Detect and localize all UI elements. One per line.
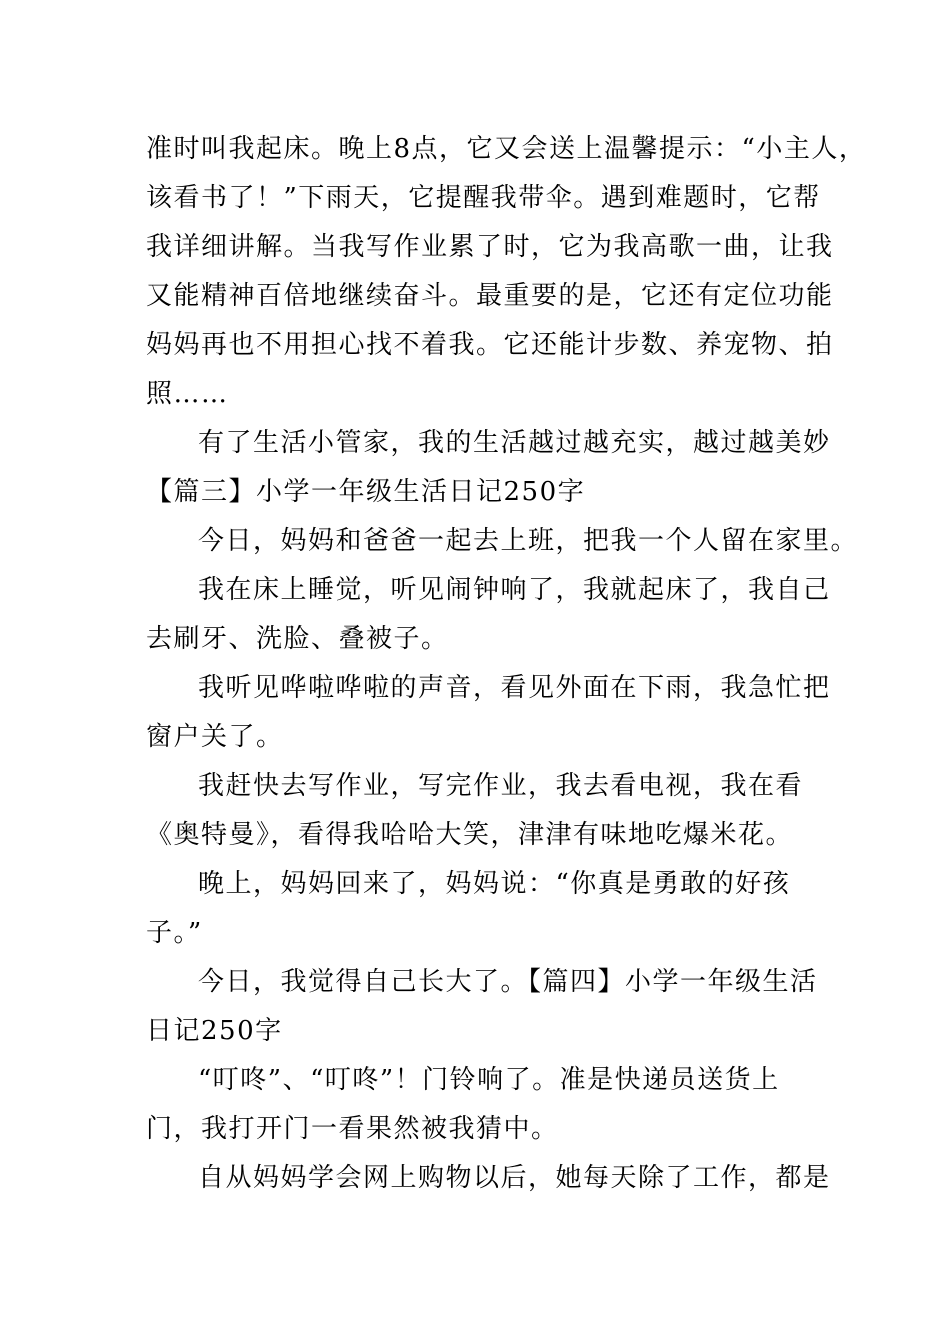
text-line: 我详细讲解。当我写作业累了时，它为我高歌一曲，让我	[146, 232, 834, 262]
text-line: 该看书了！”下雨天，它提醒我带伞。遇到难题时，它帮	[146, 183, 821, 213]
text-line: 去刷牙、洗脸、叠被子。	[146, 624, 449, 654]
text-line: 有了生活小管家，我的生活越过越充实，越过越美妙	[198, 428, 831, 458]
text-line: 妈妈再也不用担心找不着我。它还能计步数、养宠物、拍	[146, 330, 834, 360]
text-line: 门，我打开门一看果然被我猜中。	[146, 1114, 559, 1144]
text-line: 子。”	[146, 918, 203, 948]
text-line: 日记250字	[146, 1016, 283, 1046]
text-line: 我在床上睡觉，听见闹钟响了，我就起床了，我自己	[198, 575, 831, 605]
text-line: 我听见哗啦哗啦的声音，看见外面在下雨，我急忙把	[198, 673, 831, 703]
text-line: 准时叫我起床。晚上8点，它又会送上温馨提示：“小主人，	[146, 134, 867, 164]
text-line: 我赶快去写作业，写完作业，我去看电视，我在看	[198, 771, 804, 801]
section-heading: 【篇三】小学一年级生活日记250字	[146, 477, 586, 507]
text-line: 自从妈妈学会网上购物以后，她每天除了工作，都是	[198, 1163, 831, 1193]
text-line: 窗户关了。	[146, 722, 284, 752]
article-body	[146, 125, 867, 1203]
text-line: 《奥特曼》，看得我哈哈大笑，津津有味地吃爆米花。	[146, 820, 794, 850]
text-line: 晚上，妈妈回来了，妈妈说：“你真是勇敢的好孩	[198, 869, 791, 899]
text-line: 今日，我觉得自己长大了。【篇四】小学一年级生活	[198, 967, 818, 997]
text-line: 今日，妈妈和爸爸一起去上班，把我一个人留在家里。	[198, 526, 859, 556]
text-line: “叮咚”、“叮咚”！门铃响了。准是快递员送货上	[198, 1065, 780, 1095]
text-line: 照……	[146, 379, 229, 409]
text-line: 又能精神百倍地继续奋斗。最重要的是，它还有定位功能	[146, 281, 834, 311]
